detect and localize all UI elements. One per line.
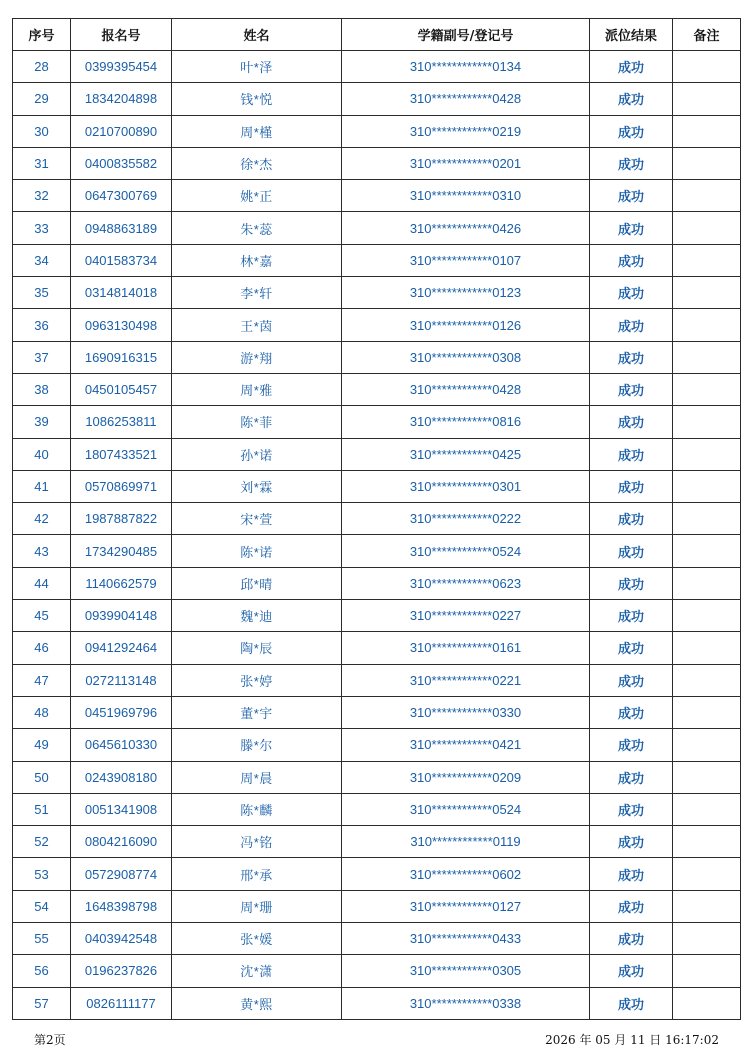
remarks-cell — [673, 438, 741, 470]
table-row — [13, 438, 741, 470]
registration-no-cell: 1734290485 — [71, 535, 172, 567]
student-id-cell: 310************0428 — [342, 83, 590, 115]
student-id-cell: 310************0308 — [342, 341, 590, 373]
registration-no-cell: 0645610330 — [71, 729, 172, 761]
seq-cell: 46 — [13, 632, 71, 664]
student-id-cell: 310************0816 — [342, 406, 590, 438]
registration-no-cell: 0051341908 — [71, 793, 172, 825]
result-cell: 成功 — [590, 826, 673, 858]
result-cell: 成功 — [590, 793, 673, 825]
result-cell: 成功 — [590, 309, 673, 341]
remarks-cell — [673, 180, 741, 212]
seq-cell: 48 — [13, 696, 71, 728]
result-cell: 成功 — [590, 438, 673, 470]
result-cell: 成功 — [590, 373, 673, 405]
registration-no-cell: 0401583734 — [71, 244, 172, 276]
name-cell: 朱*蕊 — [172, 212, 342, 244]
header-student-id: 学籍副号/登记号 — [342, 19, 590, 51]
table-row — [13, 373, 741, 405]
remarks-cell — [673, 987, 741, 1019]
name-cell: 魏*迪 — [172, 600, 342, 632]
remarks-cell — [673, 890, 741, 922]
seq-cell: 54 — [13, 890, 71, 922]
student-id-cell: 310************0338 — [342, 987, 590, 1019]
registration-no-cell: 0210700890 — [71, 115, 172, 147]
remarks-cell — [673, 923, 741, 955]
table-row — [13, 212, 741, 244]
remarks-cell — [673, 212, 741, 244]
result-cell: 成功 — [590, 147, 673, 179]
name-cell: 沈*潇 — [172, 955, 342, 987]
registration-no-cell: 0314814018 — [71, 277, 172, 309]
registration-no-cell: 0963130498 — [71, 309, 172, 341]
result-cell: 成功 — [590, 83, 673, 115]
student-id-cell: 310************0305 — [342, 955, 590, 987]
name-cell: 游*翔 — [172, 341, 342, 373]
seq-cell: 49 — [13, 729, 71, 761]
table-row — [13, 244, 741, 276]
registration-no-cell: 0941292464 — [71, 632, 172, 664]
header-seq: 序号 — [13, 19, 71, 51]
table-row — [13, 147, 741, 179]
result-cell: 成功 — [590, 696, 673, 728]
registration-no-cell: 0451969796 — [71, 696, 172, 728]
table-body — [13, 51, 741, 1020]
table-row — [13, 729, 741, 761]
table-row — [13, 470, 741, 502]
name-cell: 周*晨 — [172, 761, 342, 793]
result-cell: 成功 — [590, 729, 673, 761]
remarks-cell — [673, 664, 741, 696]
seq-cell: 42 — [13, 503, 71, 535]
name-cell: 陈*麟 — [172, 793, 342, 825]
print-timestamp: 2026 年 05 月 11 日 16:17:02 — [545, 1033, 719, 1047]
table-row — [13, 826, 741, 858]
seq-cell: 30 — [13, 115, 71, 147]
registration-no-cell: 0826111177 — [71, 987, 172, 1019]
remarks-cell — [673, 955, 741, 987]
name-cell: 邢*承 — [172, 858, 342, 890]
seq-cell: 47 — [13, 664, 71, 696]
remarks-cell — [673, 373, 741, 405]
table-row — [13, 761, 741, 793]
seq-cell: 37 — [13, 341, 71, 373]
header-registration-no: 报名号 — [71, 19, 172, 51]
result-cell: 成功 — [590, 115, 673, 147]
header-row — [13, 19, 741, 51]
result-cell: 成功 — [590, 341, 673, 373]
remarks-cell — [673, 309, 741, 341]
name-cell: 钱*悦 — [172, 83, 342, 115]
name-cell: 邱*晴 — [172, 567, 342, 599]
name-cell: 王*茵 — [172, 309, 342, 341]
name-cell: 刘*霖 — [172, 470, 342, 502]
registration-no-cell: 0403942548 — [71, 923, 172, 955]
table-header — [13, 19, 741, 51]
name-cell: 张*媛 — [172, 923, 342, 955]
remarks-cell — [673, 406, 741, 438]
header-name: 姓名 — [172, 19, 342, 51]
student-id-cell: 310************0330 — [342, 696, 590, 728]
name-cell: 周*雅 — [172, 373, 342, 405]
seq-cell: 33 — [13, 212, 71, 244]
result-cell: 成功 — [590, 890, 673, 922]
student-id-cell: 310************0107 — [342, 244, 590, 276]
table-row — [13, 180, 741, 212]
header-remarks: 备注 — [673, 19, 741, 51]
remarks-cell — [673, 729, 741, 761]
result-cell: 成功 — [590, 923, 673, 955]
student-id-cell: 310************0161 — [342, 632, 590, 664]
student-id-cell: 310************0127 — [342, 890, 590, 922]
placement-results-table — [12, 18, 741, 1020]
student-id-cell: 310************0425 — [342, 438, 590, 470]
remarks-cell — [673, 761, 741, 793]
student-id-cell: 310************0134 — [342, 51, 590, 83]
seq-cell: 40 — [13, 438, 71, 470]
remarks-cell — [673, 470, 741, 502]
student-id-cell: 310************0222 — [342, 503, 590, 535]
table-row — [13, 600, 741, 632]
seq-cell: 41 — [13, 470, 71, 502]
name-cell: 孙*诺 — [172, 438, 342, 470]
result-cell: 成功 — [590, 503, 673, 535]
student-id-cell: 310************0310 — [342, 180, 590, 212]
result-cell: 成功 — [590, 632, 673, 664]
result-cell: 成功 — [590, 51, 673, 83]
student-id-cell: 310************0221 — [342, 664, 590, 696]
table-row — [13, 503, 741, 535]
seq-cell: 57 — [13, 987, 71, 1019]
registration-no-cell: 1690916315 — [71, 341, 172, 373]
table-row — [13, 664, 741, 696]
name-cell: 陈*诺 — [172, 535, 342, 567]
seq-cell: 50 — [13, 761, 71, 793]
remarks-cell — [673, 341, 741, 373]
seq-cell: 32 — [13, 180, 71, 212]
seq-cell: 31 — [13, 147, 71, 179]
seq-cell: 39 — [13, 406, 71, 438]
name-cell: 滕*尔 — [172, 729, 342, 761]
result-cell: 成功 — [590, 277, 673, 309]
registration-no-cell: 0400835582 — [71, 147, 172, 179]
student-id-cell: 310************0524 — [342, 535, 590, 567]
seq-cell: 34 — [13, 244, 71, 276]
table-row — [13, 51, 741, 83]
table-row — [13, 890, 741, 922]
result-cell: 成功 — [590, 600, 673, 632]
seq-cell: 29 — [13, 83, 71, 115]
table-row — [13, 115, 741, 147]
table-row — [13, 535, 741, 567]
registration-no-cell: 1648398798 — [71, 890, 172, 922]
name-cell: 周*珊 — [172, 890, 342, 922]
table-row — [13, 987, 741, 1019]
remarks-cell — [673, 244, 741, 276]
student-id-cell: 310************0623 — [342, 567, 590, 599]
registration-no-cell: 0450105457 — [71, 373, 172, 405]
remarks-cell — [673, 632, 741, 664]
table-row — [13, 341, 741, 373]
remarks-cell — [673, 83, 741, 115]
registration-no-cell: 0804216090 — [71, 826, 172, 858]
seq-cell: 45 — [13, 600, 71, 632]
registration-no-cell: 0243908180 — [71, 761, 172, 793]
table-row — [13, 923, 741, 955]
student-id-cell: 310************0426 — [342, 212, 590, 244]
student-id-cell: 310************0219 — [342, 115, 590, 147]
name-cell: 张*婷 — [172, 664, 342, 696]
seq-cell: 56 — [13, 955, 71, 987]
student-id-cell: 310************0227 — [342, 600, 590, 632]
result-cell: 成功 — [590, 212, 673, 244]
registration-no-cell: 0570869971 — [71, 470, 172, 502]
name-cell: 陈*菲 — [172, 406, 342, 438]
seq-cell: 43 — [13, 535, 71, 567]
student-id-cell: 310************0126 — [342, 309, 590, 341]
student-id-cell: 310************0301 — [342, 470, 590, 502]
seq-cell: 53 — [13, 858, 71, 890]
result-cell: 成功 — [590, 567, 673, 599]
remarks-cell — [673, 277, 741, 309]
result-cell: 成功 — [590, 470, 673, 502]
table-row — [13, 858, 741, 890]
remarks-cell — [673, 51, 741, 83]
seq-cell: 38 — [13, 373, 71, 405]
remarks-cell — [673, 826, 741, 858]
seq-cell: 51 — [13, 793, 71, 825]
table-row — [13, 696, 741, 728]
registration-no-cell: 1834204898 — [71, 83, 172, 115]
student-id-cell: 310************0201 — [342, 147, 590, 179]
header-result: 派位结果 — [590, 19, 673, 51]
result-cell: 成功 — [590, 244, 673, 276]
student-id-cell: 310************0421 — [342, 729, 590, 761]
registration-no-cell: 0647300769 — [71, 180, 172, 212]
registration-no-cell: 1987887822 — [71, 503, 172, 535]
table-row — [13, 632, 741, 664]
name-cell: 姚*正 — [172, 180, 342, 212]
seq-cell: 36 — [13, 309, 71, 341]
remarks-cell — [673, 147, 741, 179]
table-row — [13, 406, 741, 438]
name-cell: 黄*熙 — [172, 987, 342, 1019]
name-cell: 徐*杰 — [172, 147, 342, 179]
student-id-cell: 310************0524 — [342, 793, 590, 825]
remarks-cell — [673, 858, 741, 890]
student-id-cell: 310************0123 — [342, 277, 590, 309]
remarks-cell — [673, 567, 741, 599]
student-id-cell: 310************0602 — [342, 858, 590, 890]
remarks-cell — [673, 600, 741, 632]
seq-cell: 44 — [13, 567, 71, 599]
name-cell: 林*嘉 — [172, 244, 342, 276]
registration-no-cell: 1140662579 — [71, 567, 172, 599]
table-row — [13, 309, 741, 341]
table-row — [13, 567, 741, 599]
result-cell: 成功 — [590, 535, 673, 567]
name-cell: 陶*辰 — [172, 632, 342, 664]
result-cell: 成功 — [590, 180, 673, 212]
seq-cell: 28 — [13, 51, 71, 83]
registration-no-cell: 0196237826 — [71, 955, 172, 987]
result-cell: 成功 — [590, 406, 673, 438]
remarks-cell — [673, 793, 741, 825]
table-row — [13, 83, 741, 115]
registration-no-cell: 1086253811 — [71, 406, 172, 438]
table-row — [13, 793, 741, 825]
registration-no-cell: 0572908774 — [71, 858, 172, 890]
registration-no-cell: 0272113148 — [71, 664, 172, 696]
remarks-cell — [673, 535, 741, 567]
remarks-cell — [673, 115, 741, 147]
remarks-cell — [673, 696, 741, 728]
registration-no-cell: 0399395454 — [71, 51, 172, 83]
name-cell: 叶*泽 — [172, 51, 342, 83]
student-id-cell: 310************0209 — [342, 761, 590, 793]
name-cell: 董*宇 — [172, 696, 342, 728]
name-cell: 冯*铭 — [172, 826, 342, 858]
table-row — [13, 277, 741, 309]
result-cell: 成功 — [590, 761, 673, 793]
registration-no-cell: 0939904148 — [71, 600, 172, 632]
registration-no-cell: 0948863189 — [71, 212, 172, 244]
student-id-cell: 310************0119 — [342, 826, 590, 858]
seq-cell: 35 — [13, 277, 71, 309]
seq-cell: 52 — [13, 826, 71, 858]
name-cell: 李*轩 — [172, 277, 342, 309]
remarks-cell — [673, 503, 741, 535]
result-cell: 成功 — [590, 955, 673, 987]
table-row — [13, 955, 741, 987]
registration-no-cell: 1807433521 — [71, 438, 172, 470]
seq-cell: 55 — [13, 923, 71, 955]
student-id-cell: 310************0433 — [342, 923, 590, 955]
name-cell: 周*槿 — [172, 115, 342, 147]
name-cell: 宋*萱 — [172, 503, 342, 535]
result-cell: 成功 — [590, 664, 673, 696]
result-cell: 成功 — [590, 987, 673, 1019]
page-number: 第2页 — [34, 1033, 66, 1047]
result-cell: 成功 — [590, 858, 673, 890]
student-id-cell: 310************0428 — [342, 373, 590, 405]
